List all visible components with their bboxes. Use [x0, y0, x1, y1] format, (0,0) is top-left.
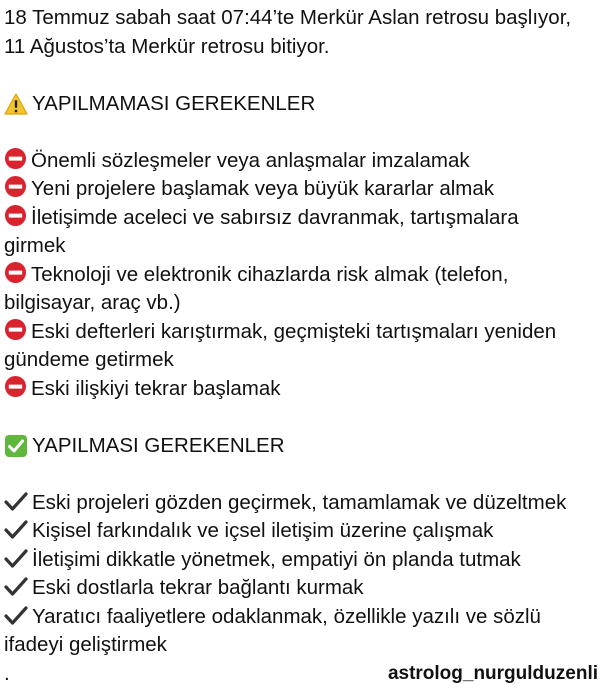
intro-line-1: 18 Temmuz sabah saat 07:44’te Merkür Aslan retrosu başlıyor, [4, 6, 572, 29]
list-item-text: Önemli sözleşmeler veya anlaşmalar imzalamak [31, 148, 470, 172]
no-entry-icon [4, 147, 27, 170]
list-item [4, 517, 600, 546]
list-item-text: Yaratıcı faaliyetlere odaklanmak, özellikle yazılı ve sözlü [32, 604, 541, 628]
author-signature: astrolog_nurgulduzenli [387, 662, 598, 684]
list-item-text: Eski ilişkiyi tekrar başlamak [31, 376, 281, 400]
list-item [4, 204, 600, 261]
check-mark-icon [4, 577, 28, 597]
post-footer [4, 660, 600, 690]
list-item-text: Eski projeleri gözden geçirmek, tamamlamak ve düzeltmek [32, 490, 567, 514]
no-entry-icon [4, 261, 27, 284]
no-entry-icon [4, 204, 27, 227]
list-item-text: Teknoloji ve elektronik cihazlarda risk almak (telefon, [31, 262, 509, 286]
no-entry-icon [4, 375, 27, 398]
list-item [4, 375, 600, 404]
do-list [4, 489, 600, 660]
check-mark-icon [4, 492, 28, 512]
list-item-text: Kişisel farkındalık ve içsel iletişim üzerine çalışmak [32, 519, 494, 542]
no-entry-icon [4, 175, 27, 198]
list-item-text: Yeni projelere başlamak veya büyük kararlar almak [31, 177, 495, 200]
check-mark-icon [4, 606, 28, 626]
intro-paragraph [4, 4, 600, 61]
list-item-text: Eski dostlarla tekrar bağlantı kurmak [32, 576, 364, 599]
intro-line-2: 11 Ağustos’ta Merkür retrosu bitiyor. [4, 34, 330, 58]
list-item [4, 603, 600, 660]
post-text [4, 4, 600, 690]
list-item-text-continued: gündeme getirmek [4, 348, 174, 371]
warning-icon [4, 93, 28, 115]
footer-dot: . [4, 661, 10, 685]
list-item-text-continued: ifadeyi geliştirmek [4, 633, 167, 656]
list-item-text: İletişimi dikkatle yönetmek, empatiyi ön planda tutmak [32, 547, 521, 571]
list-item [4, 175, 600, 204]
list-item-text: Eski defterleri karıştırmak, geçmişteki tartışmaları yeniden [31, 319, 557, 343]
check-box-icon [4, 434, 28, 458]
dont-section-heading [4, 90, 600, 119]
list-item-text-continued: bilgisayar, araç vb.) [4, 291, 181, 314]
list-item [4, 546, 600, 575]
list-item-text-continued: girmek [4, 234, 66, 257]
dont-section-title: YAPILMAMASI GEREKENLER [32, 91, 316, 115]
list-item-text: İletişimde aceleci ve sabırsız davranmak, tartışmalara [31, 205, 519, 229]
list-item [4, 318, 600, 375]
do-section-heading [4, 432, 600, 461]
do-section-title: YAPILMASI GEREKENLER [32, 433, 285, 457]
dont-list [4, 147, 600, 404]
list-item [4, 574, 600, 603]
list-item [4, 489, 600, 518]
check-mark-icon [4, 549, 28, 569]
check-mark-icon [4, 520, 28, 540]
list-item [4, 261, 600, 318]
list-item [4, 147, 600, 176]
no-entry-icon [4, 318, 27, 341]
